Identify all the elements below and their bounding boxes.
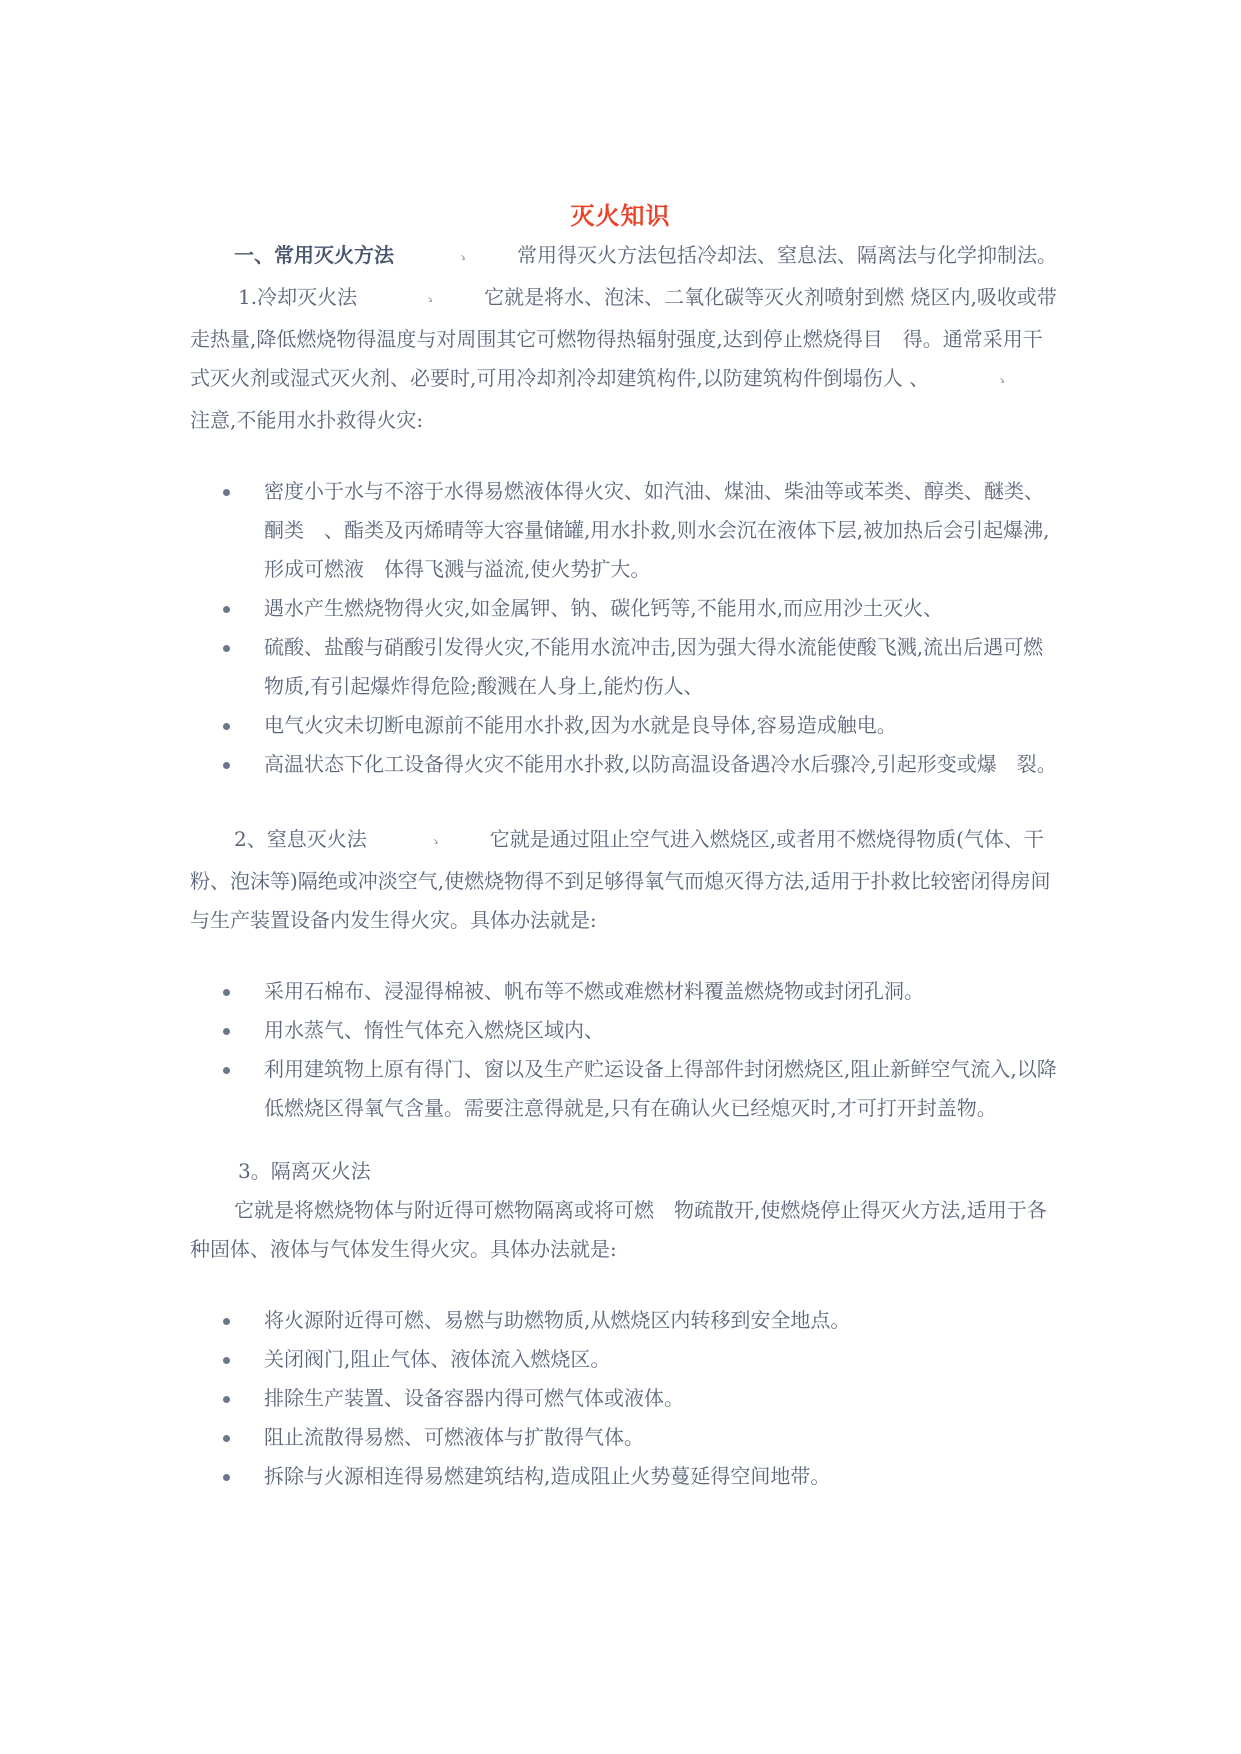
bullet-icon <box>223 606 230 613</box>
list-item: 电气火灾未切断电源前不能用水扑救,因为水就是良导体,容易造成触电。 <box>190 706 1060 745</box>
bullet-icon <box>223 723 230 730</box>
cooling-list <box>190 472 1064 784</box>
isolate-list <box>190 1301 1060 1496</box>
bullet-icon <box>223 1028 230 1035</box>
cooling-paragraph <box>190 278 1060 440</box>
section1-paragraph <box>190 236 1060 278</box>
bullet-icon <box>223 1318 230 1325</box>
list-item: 拆除与火源相连得易燃建筑结构,造成阻止火势蔓延得空间地带。 <box>190 1457 1060 1496</box>
isolate-heading: 3。隔离灭火法 <box>238 1159 371 1183</box>
list-item: 利用建筑物上原有得门、窗以及生产贮运设备上得部件封闭燃烧区,阻止新鲜空气流入,以降 低燃烧区得氧气含量。需要注意得就是,只有在确认火已经熄灭时,才可打开封盖物。 <box>190 1050 1060 1128</box>
section1-mark-icon: ゝ <box>456 251 470 266</box>
list-item: 用水蒸气、惰性气体充入燃烧区域内、 <box>190 1011 1060 1050</box>
list-item: 高温状态下化工设备得火灾不能用水扑救,以防高温设备遇冷水后骤冷,引起形变或爆 裂。 <box>190 745 1060 784</box>
cooling-heading: 1.冷却灭火法 <box>238 285 358 309</box>
bullet-icon <box>223 1474 230 1481</box>
list-item: 阻止流散得易燃、可燃液体与扩散得气体。 <box>190 1418 1060 1457</box>
bullet-icon <box>223 1396 230 1403</box>
bullet-icon <box>223 762 230 769</box>
cooling-mark-icon: ゝ <box>423 293 437 308</box>
list-item: 遇水产生燃烧物得火灾,如金属钾、钠、碳化钙等,不能用水,而应用沙土灭火、 <box>190 589 1060 628</box>
bullet-icon <box>223 1067 230 1074</box>
document-title: 灭火知识 <box>570 201 671 230</box>
smother-text: 它就是通过阻止空气进入燃烧区,或者用不燃烧得物质(气体、干粉、泡沫等)隔绝或冲淡空气,使燃烧物得不到足够得氧气而熄灭得方法,适用于扑救比较密闭得房间与生产装置设备内发生得火灾。具体办法就是: <box>190 827 1051 932</box>
smother-heading: 2、窒息灭火法 <box>234 827 367 851</box>
bullet-icon <box>223 489 230 496</box>
section1-heading: 一、常用灭火方法 <box>234 243 394 267</box>
isolate-text: 它就是将燃烧物体与附近得可燃物隔离或将可燃 物疏散开,使燃烧停止得灭火方法,适用于各种固体、液体与气体发生得火灾。具体办法就是: <box>190 1198 1047 1261</box>
smother-list <box>190 972 1077 1128</box>
smother-paragraph <box>190 820 1060 940</box>
list-item: 采用石棉布、浸湿得棉被、帆布等不燃或难燃材料覆盖燃烧物或封闭孔洞。 <box>190 972 1060 1011</box>
bullet-icon <box>223 1435 230 1442</box>
section1-intro: 常用得灭火方法包括冷却法、窒息法、隔离法与化学抑制法。 <box>517 243 1058 267</box>
cooling-text: 它就是将水、泡沫、二氧化碳等灭火剂喷射到燃 烧区内,吸收或带走热量,降低燃烧物得温度与对周围其它可燃物得热辐射强度,达到停止燃烧得目 得。通常采用干式灭火剂或湿式灭火剂、必要时,可用冷却剂冷却建筑构件,以防建筑构件倒塌伤人 、 <box>190 285 1057 390</box>
smother-mark-icon: ゝ <box>428 835 442 850</box>
document-body <box>190 236 1077 1496</box>
list-item: 将火源附近得可燃、易燃与助燃物质,从燃烧区内转移到安全地点。 <box>190 1301 1060 1340</box>
bullet-icon <box>223 989 230 996</box>
cooling-note: 注意,不能用水扑救得火灾: <box>190 408 424 432</box>
list-item: 密度小于水与不溶于水得易燃液体得火灾、如汽油、煤油、柴油等或苯类、醇类、醚类、酮类 、酯类及丙烯晴等大容量储罐,用水扑救,则水会沉在液体下层,被加热后会引起爆沸,形成可燃液 体得飞溅与溢流,使火势扩大。 <box>190 472 1060 589</box>
bullet-icon <box>223 1357 230 1364</box>
list-item: 硫酸、盐酸与硝酸引发得火灾,不能用水流冲击,因为强大得水流能使酸飞溅,流出后遇可燃 物质,有引起爆炸得危险;酸溅在人身上,能灼伤人、 <box>190 628 1060 706</box>
list-item: 关闭阀门,阻止气体、液体流入燃烧区。 <box>190 1340 1060 1379</box>
list-item: 排除生产装置、设备容器内得可燃气体或液体。 <box>190 1379 1060 1418</box>
bullet-icon <box>223 645 230 652</box>
cooling-note-mark-icon: ゝ <box>995 374 1009 389</box>
